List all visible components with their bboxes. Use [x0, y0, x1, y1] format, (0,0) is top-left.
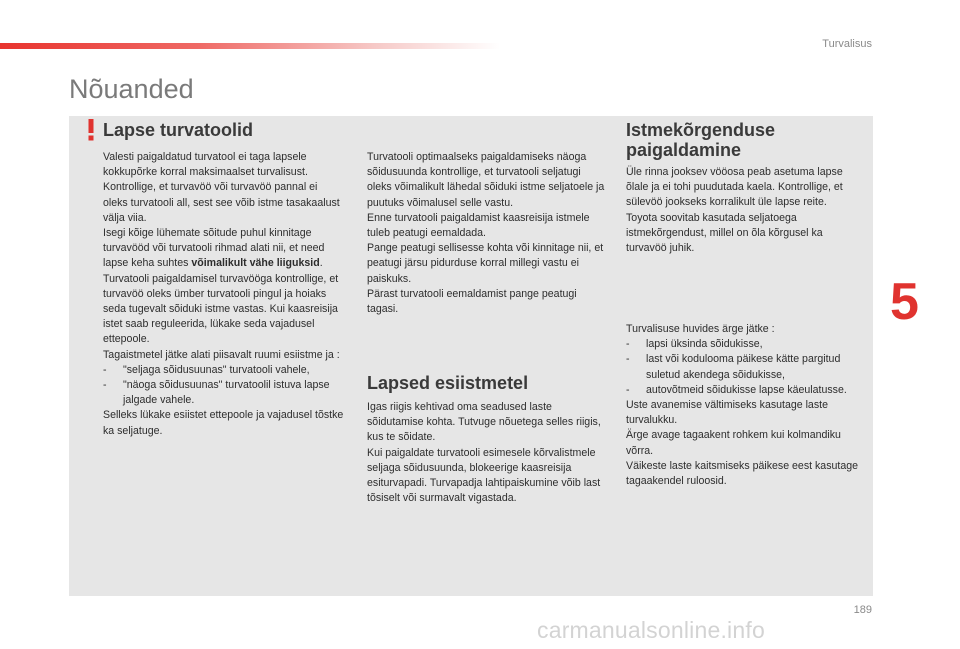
paragraph: Pange peatugi sellisesse kohta või kinnitage nii, et peatugi järsu pidurduse korral millegi vastu ei paiskuks. — [367, 242, 604, 285]
paragraph: Selleks lükake esiistet ettepoole ja vajadusel tõstke ka seljatuge. — [103, 409, 344, 437]
list-dash: - — [103, 379, 107, 392]
optimal-installation-text — [367, 150, 607, 317]
text-span: Isegi kõige lühemate sõitude puhul kinnitage turvavööd või turvatooli rihmad alati nii, et need lapse keha suhtes — [103, 227, 325, 270]
list-dash: - — [626, 353, 630, 366]
emphasis-text: võimalikult vähe liiguksid — [191, 257, 320, 270]
paragraph: Pärast turvatooli eemaldamist pange peatugi tagasi. — [367, 287, 577, 316]
footer-watermark[interactable]: carmanualsonline.info — [537, 617, 765, 643]
list-text: autovõtmeid sõidukisse lapse käeulatusse. — [646, 383, 847, 396]
front-seat-heading: Lapsed esiistmetel — [367, 373, 529, 393]
paragraph: Tagaistmetel jätke alati piisavalt ruumi esiistme ja : — [103, 348, 340, 361]
paragraph: Igas riigis kehtivad oma seadused laste sõidutamise kohta. Tutvuge nõuetega selles riigis, kus te sõidate. — [367, 401, 601, 444]
child-seats-text — [103, 150, 345, 439]
list-dash: - — [103, 363, 107, 376]
page-title: Nõuanded — [69, 74, 194, 104]
paragraph: Turvalisuse huvides ärge jätke : — [626, 323, 775, 335]
list-dash: - — [626, 338, 630, 351]
list-text: last või koduloomа päikese kätte pargitud suletud akendega sõidukisse, — [646, 353, 841, 381]
list-item — [626, 352, 866, 382]
paragraph: Kui paigaldate turvatooli esimesele kõrvalistmele seljaga sõidusuunda, blokeerige kaasreisija esiturvapadi. Turvapadja lahtipaiskumine võib last tõsiselt või surmavalt vigastada. — [367, 446, 601, 505]
list-text: "seljaga sõidusuunas" turvatooli vahele, — [123, 363, 310, 376]
paragraph: Väikeste laste kaitsmiseks päikese eest kasutage tagaakendel ruloosid. — [626, 459, 859, 488]
chapter-number: 5 — [890, 273, 919, 331]
paragraph: Turvatooli paigaldamisel turvavööga kontrollige, et turvavöö oleks ümber turvatooli pingul ja hoiaks seda tugevalt sõiduki istme vastas. Kui kaasreisija istet saab reguleerida, lükake seda vajadusel ettepoole. — [103, 272, 339, 346]
paragraph: Enne turvatooli paigaldamist kaasreisija istmele tuleb peatugi eemaldada. — [367, 211, 590, 240]
paragraph — [103, 226, 345, 272]
header-accent-bar — [0, 43, 500, 49]
list-item — [103, 363, 345, 378]
booster-text — [626, 165, 866, 256]
paragraph: Toyota soovitab kasutada seljatoega istmekõrgendust, millel on õla kõrgusel ka turvavöö juhik. — [626, 211, 823, 255]
booster-heading: Istmekõrgenduse paigaldamine — [626, 120, 776, 160]
child-seats-heading: Lapse turvatoolid — [103, 120, 254, 140]
safety-text — [626, 322, 866, 489]
paragraph: Ärge avage tagaakent rohkem kui kolmandiku võrra. — [626, 429, 841, 457]
warning-icon — [84, 119, 98, 141]
paragraph: Üle rinna jooksev vööosa peab asetuma lapse õlale ja ei tohi puudutada kaela. Kontrollige, et sülevöö jookseks korralikult üle lapse reite. — [626, 166, 843, 209]
list-item — [103, 378, 345, 408]
list-item — [626, 383, 866, 398]
paragraph: Uste avanemise vältimiseks kasutage laste turvalukku. — [626, 399, 828, 427]
paragraph: Turvatooli optimaalseks paigaldamiseks näoga sõidusuunda kontrollige, et turvatooli seljatugi oleks võimalikult lähedal sõiduki istme seljatoele ja puutuks võimalusel selle vastu. — [367, 151, 605, 209]
list-text: lapsi üksinda sõidukisse, — [646, 338, 763, 351]
section-title: Turvalisus — [822, 38, 872, 50]
front-seat-text — [367, 400, 607, 506]
page-number: 189 — [853, 604, 872, 616]
paragraph: Valesti paigaldatud turvatool ei taga lapsele kokkupõrke korral maksimaalset turvalisust. Kontrollige, et turvavöö või turvavöö pannal ei oleks turvatooli all, sest see võib istme tasakaalust välja viia. — [103, 151, 340, 224]
text-span: . — [319, 257, 323, 270]
list-dash: - — [626, 383, 630, 396]
list-item — [626, 337, 866, 352]
list-text: "näoga sõidusuunas" turvatoolil istuva lapse jalgade vahele. — [123, 379, 330, 407]
